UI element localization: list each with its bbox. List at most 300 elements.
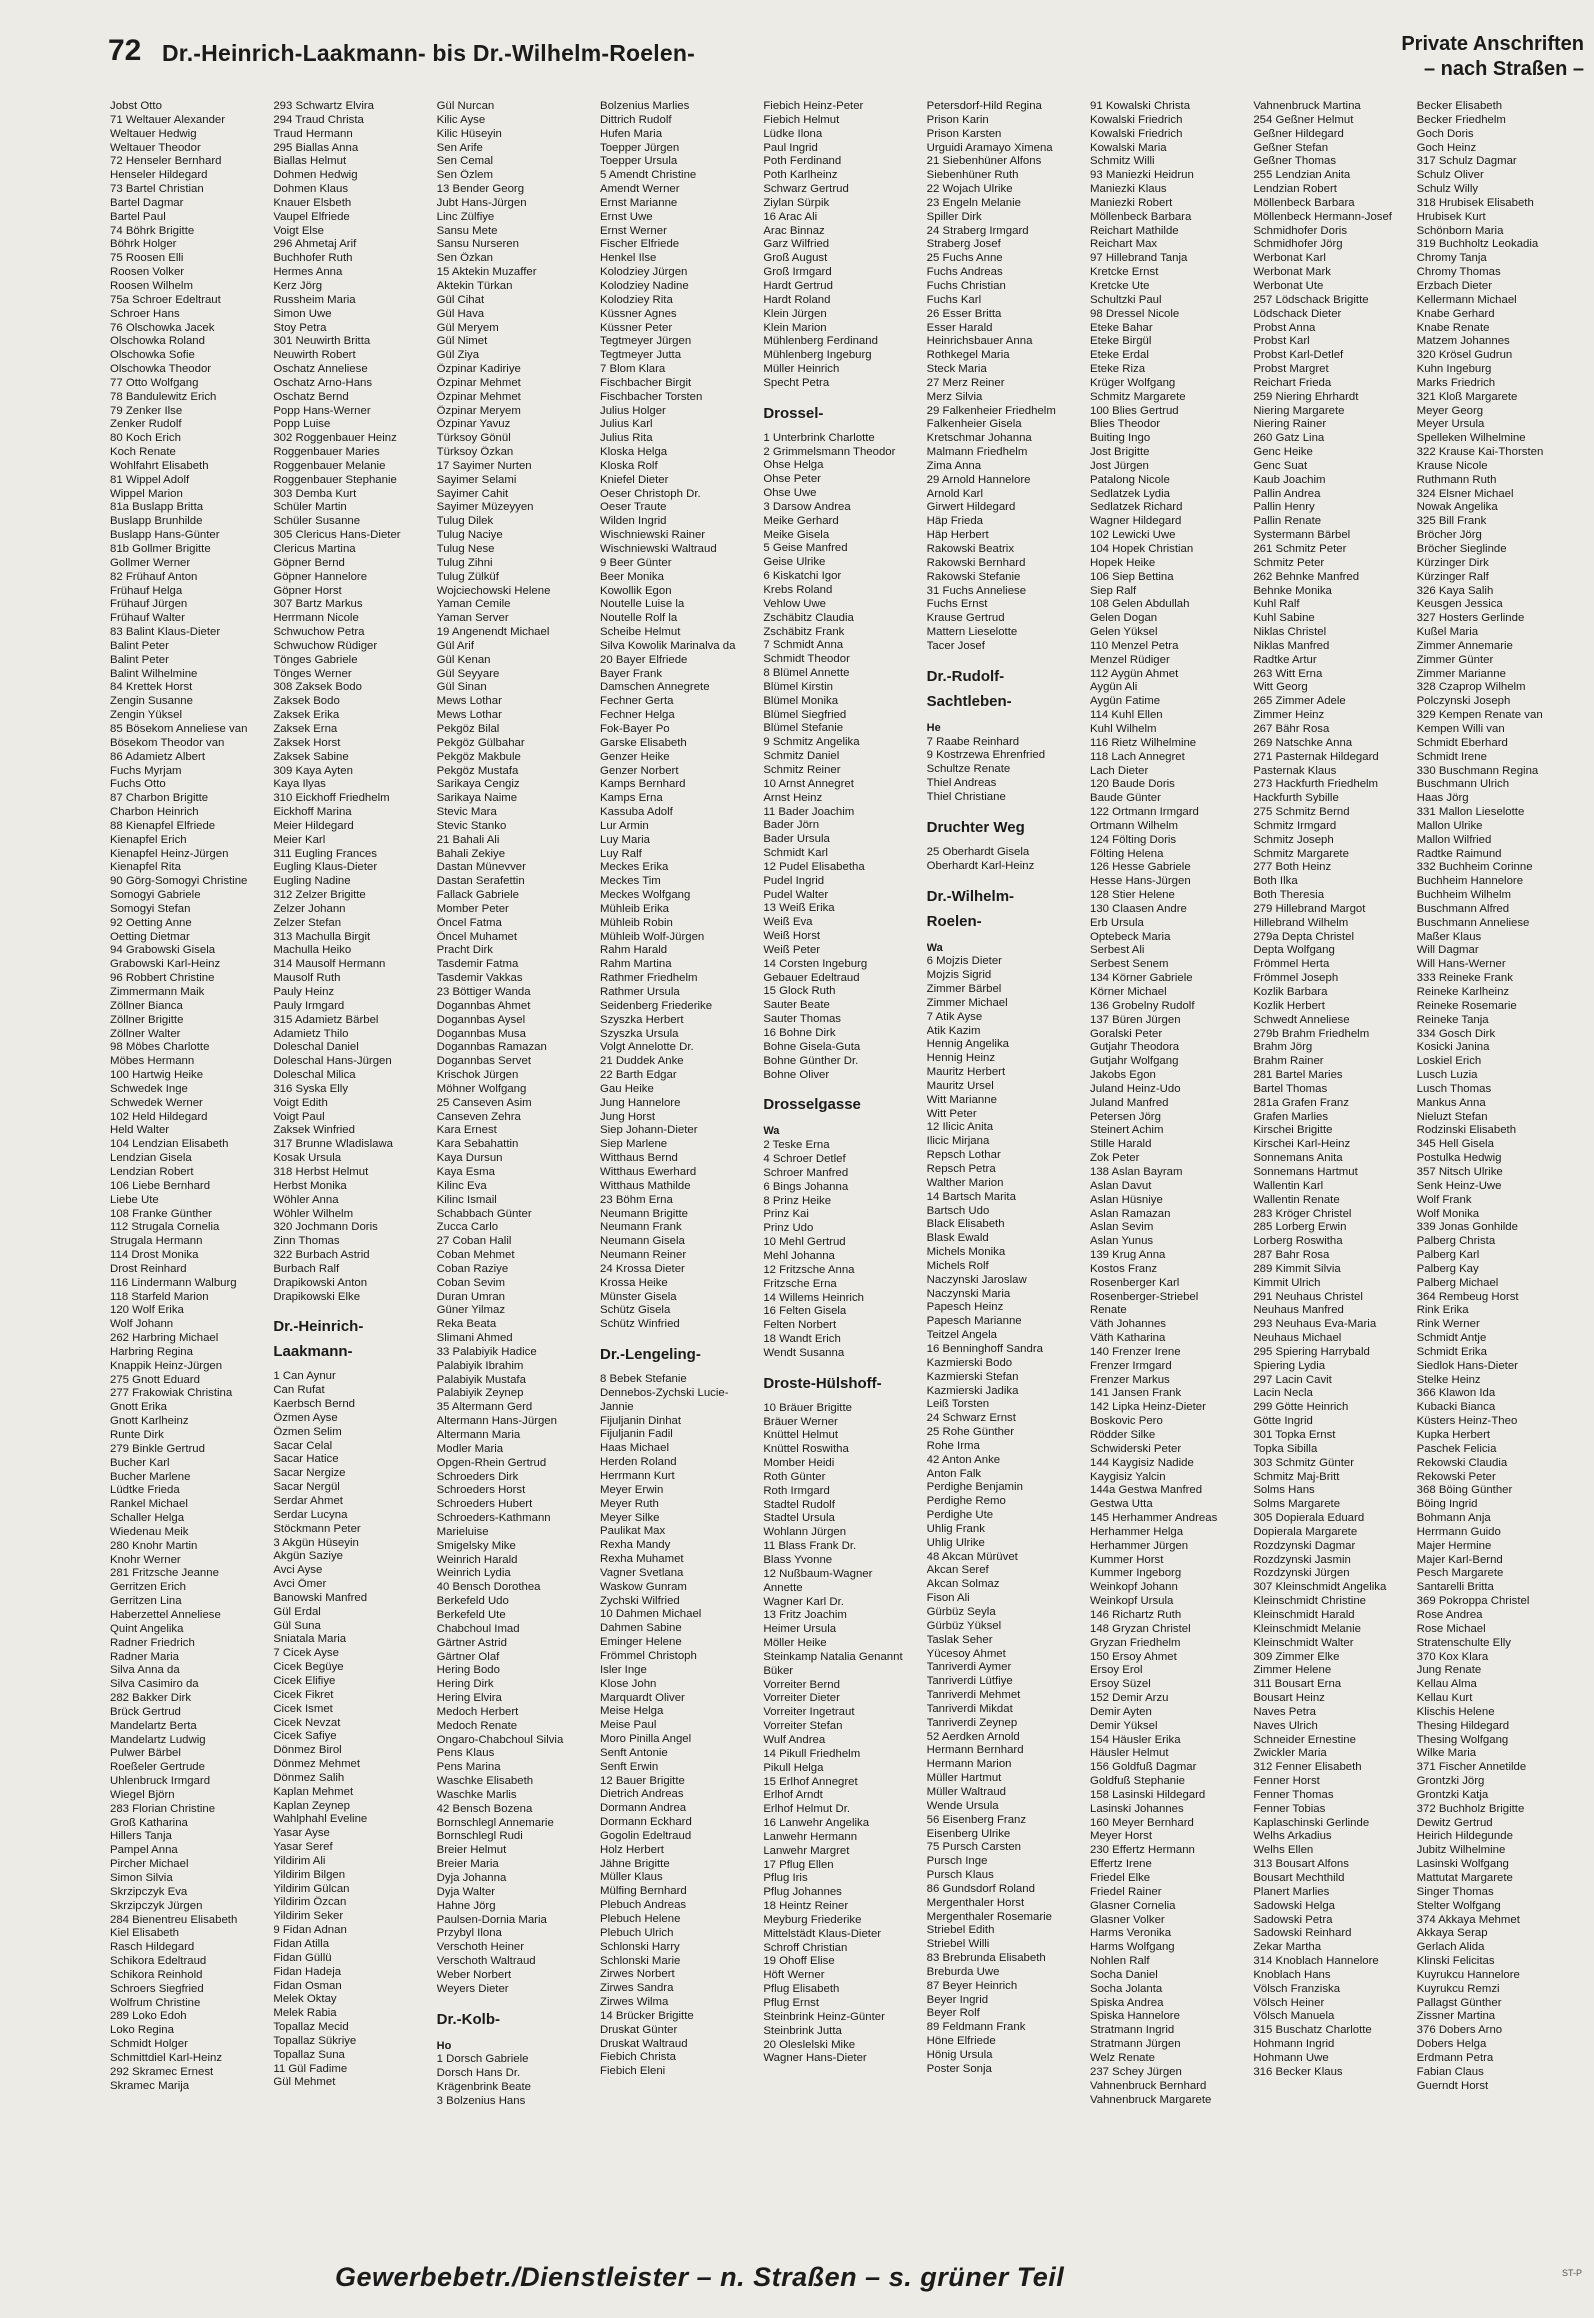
directory-entry: 82 Frühauf Anton: [110, 570, 198, 583]
directory-entry: 331 Mallon Lieselotte: [1416, 806, 1525, 819]
directory-entry: Schabbach Günter: [436, 1207, 532, 1220]
directory-entry: Möbes Hermann: [110, 1055, 195, 1068]
directory-entry: Probst Karl-Detlef: [1253, 349, 1344, 362]
directory-entry: Rose Michael: [1416, 1622, 1486, 1635]
street-heading: Laakmann-: [273, 1343, 353, 1361]
directory-entry: 316 Syska Elly: [273, 1082, 349, 1095]
directory-entry: 84 Krettek Horst: [110, 681, 193, 694]
directory-entry: Machulla Heiko: [273, 944, 352, 957]
directory-entry: Fiebich Christa: [600, 2051, 676, 2064]
directory-entry: Topallaz Suna: [273, 2048, 345, 2061]
directory-entry: 9 Beer Günter: [600, 556, 672, 569]
directory-entry: Tanriverdi Aymer: [926, 1661, 1012, 1674]
directory-entry: Marks Friedrich: [1416, 376, 1496, 389]
directory-entry: Oetting Dietmar: [110, 930, 190, 943]
directory-entry: Akgün Saziye: [273, 1550, 343, 1563]
directory-entry: Kußel Maria: [1416, 626, 1479, 639]
directory-entry: Doleschal Milica: [273, 1069, 356, 1082]
directory-entry: 56 Eisenberg Franz: [926, 1813, 1027, 1826]
directory-entry: 112 Aygün Ahmet: [1090, 667, 1179, 680]
directory-entry: 102 Held Hildegard: [110, 1110, 208, 1123]
directory-entry: Aktekin Türkan: [436, 279, 513, 292]
directory-entry: 11 Blass Frank Dr.: [763, 1540, 857, 1553]
directory-entry: 100 Blies Gertrud: [1090, 404, 1179, 417]
directory-entry: 314 Mausolf Hermann: [273, 958, 386, 971]
directory-entry: Radtke Artur: [1253, 653, 1317, 666]
directory-entry: 284 Bienentreu Elisabeth: [110, 1913, 238, 1926]
directory-entry: Dorsch Hans Dr.: [436, 2067, 521, 2080]
directory-entry: Palberg Michael: [1416, 1276, 1499, 1289]
directory-entry: Perdighe Benjamin: [926, 1481, 1023, 1494]
directory-entry: Werbonat Mark: [1253, 266, 1331, 279]
directory-entry: Breier Helmut: [436, 1844, 507, 1857]
directory-entry: 327 Hosters Gerlinde: [1416, 612, 1525, 625]
directory-entry: Mergenthaler Rosemarie: [926, 1910, 1053, 1923]
directory-entry: 287 Bahr Rosa: [1253, 1249, 1330, 1262]
directory-entry: Steinbrink Jutta: [763, 2024, 842, 2037]
directory-entry: Küsters Heinz-Theo: [1416, 1415, 1518, 1428]
directory-entry: Gau Heike: [600, 1082, 654, 1095]
directory-entry: Meckes Erika: [600, 861, 669, 874]
directory-entry: Schlonski Marie: [600, 1954, 681, 1967]
directory-entry: 330 Buschmann Regina: [1416, 764, 1539, 777]
street-heading: Dr.-Rudolf-: [926, 667, 1005, 685]
directory-entry: Paulikat Max: [600, 1525, 666, 1538]
directory-entry: Dogannbas Musa: [436, 1027, 526, 1040]
directory-entry: 23 Böttiger Wanda: [436, 986, 531, 998]
directory-entry: 369 Pokroppa Christel: [1416, 1595, 1530, 1608]
directory-entry: Neuhaus Michael: [1253, 1332, 1342, 1345]
directory-entry: 91 Kowalski Christa: [1090, 100, 1191, 112]
directory-entry: Lüdke Ilona: [763, 127, 823, 140]
directory-entry: Slimani Ahmed: [436, 1332, 513, 1345]
directory-entry: 25 Oberhardt Gisela: [926, 845, 1030, 858]
directory-entry: Tönges Werner: [273, 667, 352, 680]
directory-entry: Girwert Hildegard: [926, 501, 1016, 514]
directory-entry: Möhner Wolfgang: [436, 1082, 527, 1095]
directory-entry: 23 Böhm Erna: [600, 1193, 673, 1206]
directory-entry: Goch Doris: [1416, 127, 1474, 140]
directory-entry: Schütz Gisela: [600, 1304, 671, 1317]
directory-entry: Steinert Achim: [1090, 1124, 1164, 1137]
directory-entry: Topallaz Mecid: [273, 2021, 349, 2034]
directory-entry: Kozlik Barbara: [1253, 986, 1328, 998]
directory-entry: Kuhl Wilhelm: [1090, 722, 1157, 735]
directory-entry: 285 Lorberg Erwin: [1253, 1221, 1347, 1234]
directory-entry: Kamps Erna: [600, 792, 663, 805]
directory-entry: Rathmer Ursula: [600, 986, 680, 998]
directory-entry: 124 Fölting Doris: [1090, 833, 1177, 846]
directory-entry: Pauly Heinz: [273, 986, 335, 998]
directory-entry: 158 Lasinski Hildegard: [1090, 1788, 1206, 1801]
directory-entry: Meyer Silke: [600, 1511, 660, 1524]
directory-entry: Erlhof Arndt: [763, 1789, 823, 1802]
directory-entry: 23 Engeln Melanie: [926, 196, 1022, 209]
directory-entry: 282 Bakker Dirk: [110, 1692, 192, 1705]
directory-entry: Isler Inge: [600, 1663, 647, 1676]
directory-entry: Niering Margarete: [1253, 404, 1345, 417]
directory-entry: Kloska Helga: [600, 446, 668, 459]
directory-entry: Schüler Martin: [273, 501, 347, 514]
directory-entry: Wulf Andrea: [763, 1733, 826, 1746]
directory-entry: Kolodziey Nadine: [600, 279, 689, 292]
directory-entry: Kummer Horst: [1090, 1553, 1164, 1566]
directory-entry: Amendt Werner: [600, 183, 680, 196]
directory-entry: Hohmann Uwe: [1253, 2051, 1329, 2064]
directory-entry: Kretcke Ernst: [1090, 266, 1159, 279]
directory-entry: Vahnenbruck Martina: [1253, 100, 1361, 112]
directory-entry: 81a Buslapp Britta: [110, 501, 204, 514]
directory-entry: Melek Oktay: [273, 1993, 337, 2006]
directory-entry: Russheim Maria: [273, 293, 356, 306]
directory-entry: Mühleib Robin: [600, 916, 673, 929]
directory-entry: 262 Behnke Manfred: [1253, 570, 1360, 583]
directory-entry: Bohne Günther Dr.: [763, 1054, 859, 1067]
directory-entry: Völsch Franziska: [1253, 1982, 1341, 1995]
directory-entry: Genzer Norbert: [600, 764, 679, 777]
directory-entry: Bucher Karl: [110, 1456, 170, 1469]
directory-entry: Poth Karlheinz: [763, 169, 838, 182]
directory-entry: Momber Peter: [436, 902, 509, 915]
directory-entry: Schulz Oliver: [1416, 169, 1484, 182]
directory-entry: Frenzer Irmgard: [1090, 1359, 1172, 1372]
directory-entry: Pracht Dirk: [436, 944, 493, 957]
directory-entry: Wischniewski Waltraud: [600, 543, 717, 555]
directory-entry: Rexha Mandy: [600, 1539, 671, 1552]
directory-entry: Mankus Anna: [1416, 1096, 1486, 1109]
directory-entry: Yasar Seref: [273, 1841, 333, 1854]
directory-entry: Meyburg Friederike: [763, 1913, 862, 1926]
directory-entry: Kerz Jörg: [273, 279, 323, 292]
directory-entry: Popp Hans-Werner: [273, 404, 371, 417]
directory-entry: 16 Felten Gisela: [763, 1305, 847, 1318]
directory-entry: Dobers Helga: [1416, 2038, 1487, 2051]
directory-entry: Schroers Siegfried: [110, 1982, 204, 1995]
directory-entry: Majer Hermine: [1416, 1539, 1492, 1552]
directory-entry: Zirwes Norbert: [600, 1968, 675, 1981]
directory-entry: 16 Bohne Dirk: [763, 1027, 836, 1039]
directory-entry: Toepper Jürgen: [600, 141, 680, 154]
directory-entry: 3 Bolzenius Hans: [436, 2094, 526, 2107]
directory-entry: Vorreiter Bernd: [763, 1678, 840, 1691]
directory-entry: 1 Dorsch Gabriele: [436, 2053, 529, 2066]
directory-entry: Reineke Karlheinz: [1416, 986, 1510, 998]
directory-entry: Rahm Martina: [600, 958, 672, 971]
street-heading: Dr.-Lengeling-: [600, 1346, 701, 1364]
directory-entry: Siedlok Hans-Dieter: [1416, 1359, 1518, 1372]
directory-entry: 279b Brahm Friedhelm: [1253, 1027, 1370, 1040]
directory-entry: Kozlik Herbert: [1253, 999, 1325, 1012]
directory-entry: Kiel Elisabeth: [110, 1927, 180, 1940]
directory-entry: Gnott Erika: [110, 1401, 167, 1414]
directory-entry: Schmidt Irene: [1416, 750, 1487, 763]
directory-entry: 312 Fenner Elisabeth: [1253, 1761, 1362, 1774]
directory-entry: Oberhardt Karl-Heinz: [926, 859, 1035, 872]
directory-entry: 8 Bebek Stefanie: [600, 1373, 687, 1386]
directory-entry: Eteke Birgül: [1090, 335, 1152, 348]
directory-entry: Herhammer Jürgen: [1090, 1539, 1189, 1552]
directory-entry: Kellau Alma: [1416, 1678, 1477, 1691]
directory-entry: Wischniewski Rainer: [600, 529, 706, 542]
directory-entry: Nieluzt Stefan: [1416, 1110, 1488, 1123]
directory-entry: 48 Akcan Mürüvet: [926, 1550, 1018, 1563]
directory-entry: Palberg Kay: [1416, 1262, 1479, 1275]
directory-entry: Kaygisiz Yalcin: [1090, 1470, 1166, 1483]
directory-entry: Neuhaus Manfred: [1253, 1304, 1344, 1317]
directory-entry: Hermann Marion: [926, 1758, 1012, 1771]
directory-entry: Pekgöz Makbule: [436, 750, 521, 763]
directory-entry: Gerritzen Erich: [110, 1581, 186, 1594]
directory-entry: Klein Marion: [763, 321, 827, 334]
directory-entry: Somogyi Gabriele: [110, 889, 201, 902]
directory-entry: Pursch Klaus: [926, 1869, 994, 1882]
directory-entry: Kaerbsch Bernd: [273, 1398, 356, 1411]
directory-entry: 27 Coban Halil: [436, 1235, 512, 1248]
directory-entry: Sonnemans Hartmut: [1253, 1165, 1358, 1178]
directory-entry: Dopierala Margarete: [1253, 1525, 1358, 1538]
directory-entry: Dastan Münevver: [436, 861, 526, 874]
directory-entry: 92 Oetting Anne: [110, 916, 192, 929]
directory-entry: 12 Pudel Elisabetha: [763, 860, 865, 873]
directory-entry: Gül Meryem: [436, 321, 499, 334]
directory-entry: Frühauf Walter: [110, 612, 185, 625]
directory-entry: Wahlphahl Eveline: [273, 1813, 368, 1826]
directory-entry: Mews Lothar: [436, 709, 502, 722]
directory-entry: Frühauf Helga: [110, 584, 183, 597]
directory-entry: Nohlen Ralf: [1090, 1955, 1150, 1968]
directory-entry: 277 Frakowiak Christina: [110, 1387, 233, 1400]
footer-code: ST-P: [1562, 2268, 1583, 2278]
directory-entry: Fidan Güllü: [273, 1951, 332, 1964]
directory-entry: Krause Gertrud: [926, 612, 1005, 625]
directory-entry: Druskat Waltraud: [600, 2037, 688, 2050]
directory-entry: Schlonski Harry: [600, 1940, 680, 1953]
directory-entry: Kienapfel Rita: [110, 861, 181, 874]
directory-entry: Fenner Thomas: [1253, 1788, 1334, 1801]
directory-entry: Friedel Elke: [1090, 1872, 1151, 1884]
directory-entry: Aslan Yunus: [1090, 1235, 1154, 1248]
spacer: [927, 654, 1084, 660]
directory-entry: Canseven Zehra: [436, 1110, 521, 1123]
directory-entry: Lusch Thomas: [1416, 1082, 1492, 1095]
directory-entry: Böing Ingrid: [1416, 1498, 1478, 1511]
directory-entry: Stoy Petra: [273, 321, 327, 334]
directory-entry: Yildirim Özcan: [273, 1896, 347, 1909]
directory-entry: Plebuch Andreas: [600, 1899, 687, 1912]
directory-entry: Radner Friedrich: [110, 1636, 195, 1649]
directory-entry: 10 Dahmen Michael: [600, 1608, 702, 1621]
directory-entry: Lach Dieter: [1090, 764, 1149, 777]
directory-entry: 22 Wojach Ulrike: [926, 183, 1013, 196]
directory-entry: Mallon Ulrike: [1416, 819, 1483, 832]
directory-entry: 22 Barth Edgar: [600, 1069, 677, 1082]
directory-entry: 309 Zimmer Elke: [1253, 1650, 1340, 1663]
directory-entry: Tönges Gabriele: [273, 653, 358, 666]
directory-entry: Kilic Hüseyin: [436, 127, 502, 140]
directory-entry: 15 Glock Ruth: [763, 985, 836, 998]
directory-entry: Tanriverdi Lütfiye: [926, 1675, 1013, 1688]
directory-entry: Hahne Jörg: [436, 1899, 496, 1912]
directory-entry: Wöhler Anna: [273, 1193, 339, 1206]
directory-entry: Fison Ali: [926, 1592, 970, 1605]
directory-entry: Henkel Ilse: [600, 252, 657, 265]
directory-entry: 87 Beyer Heinrich: [926, 1979, 1018, 1992]
directory-entry: Cicek Fikret: [273, 1688, 334, 1701]
directory-entry: 21 Siebenhüner Alfons: [926, 155, 1042, 168]
directory-entry: Mandelartz Ludwig: [110, 1733, 206, 1746]
directory-entry: Hering Elvira: [436, 1692, 502, 1705]
directory-entry: 71 Weltauer Alexander: [110, 113, 226, 126]
directory-entry: Fischbacher Birgit: [600, 376, 692, 389]
directory-entry: Höft Werner: [763, 1969, 825, 1982]
directory-entry: Renate: [1090, 1304, 1127, 1317]
directory-entry: Schikora Reinhold: [110, 1968, 203, 1981]
directory-entry: Siebenhüner Ruth: [926, 169, 1019, 182]
spacer: [927, 874, 1084, 880]
directory-entry: 322 Krause Kai-Thorsten: [1416, 446, 1544, 459]
directory-entry: 137 Büren Jürgen: [1090, 1013, 1181, 1026]
directory-entry: Gerlach Alida: [1416, 1941, 1485, 1954]
directory-entry: Wohlann Jürgen: [763, 1526, 847, 1539]
directory-entry: 100 Hartwig Heike: [110, 1069, 204, 1082]
directory-entry: Dennebos-Zychski Lucie-: [600, 1386, 729, 1399]
directory-entry: 75 Roosen Elli: [110, 252, 184, 265]
directory-entry: Kilinc Eva: [436, 1179, 487, 1192]
directory-entry: Sayimer Selami: [436, 473, 517, 486]
directory-entry: Santarelli Britta: [1416, 1581, 1494, 1594]
directory-entry: Berkefeld Udo: [436, 1595, 509, 1608]
directory-entry: Zimmer Günter: [1416, 653, 1494, 666]
directory-entry: Schwiderski Peter: [1090, 1442, 1182, 1455]
directory-entry: Adamietz Thilo: [273, 1027, 349, 1040]
directory-entry: Opgen-Rhein Gertrud: [436, 1456, 547, 1469]
directory-entry: 13 Fritz Joachim: [763, 1609, 847, 1622]
directory-entry: Fuchs Andreas: [926, 266, 1003, 279]
directory-entry: Sniatala Maria: [273, 1633, 347, 1646]
directory-entry: 130 Claasen Andre: [1090, 902, 1187, 915]
directory-entry: Fechner Helga: [600, 709, 675, 722]
directory-entry: Gül Kenan: [436, 653, 491, 666]
directory-entry: 15 Aktekin Muzaffer: [436, 266, 537, 279]
directory-entry: Probst Anna: [1253, 321, 1316, 334]
directory-entry: Kellau Kurt: [1416, 1692, 1473, 1705]
directory-entry: Harms Veronika: [1090, 1927, 1172, 1940]
directory-entry: Prison Karin: [926, 113, 989, 126]
directory-entry: 12 Bauer Brigitte: [600, 1774, 685, 1787]
directory-entry: Schroer Hans: [110, 307, 180, 320]
directory-entry: Gogolin Edeltraud: [600, 1829, 692, 1842]
directory-entry: Gül Nurcan: [436, 100, 495, 112]
directory-entry: Yücesoy Ahmet: [926, 1647, 1006, 1660]
directory-entry: Knabe Gerhard: [1416, 307, 1495, 320]
directory-entry: Gnott Karlheinz: [110, 1415, 189, 1428]
directory-entry: 106 Siep Bettina: [1090, 570, 1174, 583]
directory-entry: Michels Rolf: [926, 1259, 989, 1272]
directory-entry: 12 Nußbaum-Wagner: [763, 1567, 873, 1580]
directory-entry: Sen Arife: [436, 141, 483, 154]
directory-entry: Bader Ursula: [763, 833, 830, 846]
directory-entry: 305 Clericus Hans-Dieter: [273, 529, 401, 542]
directory-entry: 17 Sayimer Nurten: [436, 459, 532, 472]
directory-entry: Senft Erwin: [600, 1760, 659, 1773]
directory-entry: Fabian Claus: [1416, 2065, 1484, 2078]
directory-entry: Wolfrum Christine: [110, 1996, 201, 2009]
directory-entry: 299 Götte Heinrich: [1253, 1401, 1349, 1414]
directory-entry: 17 Pflug Ellen: [763, 1858, 834, 1871]
directory-entry: Klein Jürgen: [763, 307, 827, 320]
directory-entry: Zaksek Horst: [273, 736, 341, 749]
directory-entry: Hering Bodo: [436, 1664, 500, 1677]
directory-entry: Liebe Ute: [110, 1193, 159, 1206]
directory-entry: Kosicki Janina: [1416, 1041, 1490, 1054]
directory-entry: Witt Peter: [926, 1107, 977, 1120]
directory-entry: Kilic Ayse: [436, 113, 486, 126]
directory-entry: Roggenbauer Stephanie: [273, 473, 397, 486]
directory-entry: 7 Atik Ayse: [926, 1010, 983, 1023]
directory-entry: 5 Geise Manfred: [763, 542, 848, 555]
directory-entry: 146 Richartz Ruth: [1090, 1608, 1182, 1621]
directory-entry: Gärtner Astrid: [436, 1636, 507, 1649]
directory-entry: 25 Fuchs Anne: [926, 252, 1003, 265]
directory-entry: Pekgöz Gülbahar: [436, 736, 525, 749]
directory-entry: Vorreiter Dieter: [763, 1692, 840, 1705]
directory-entry: Schmitz Margarete: [1253, 847, 1349, 860]
directory-entry: Fidan Osman: [273, 1979, 342, 1992]
directory-entry: 116 Rietz Wilhelmine: [1090, 736, 1197, 749]
directory-entry: Eickhoff Marina: [273, 806, 352, 819]
directory-entry: 303 Demba Kurt: [273, 487, 357, 500]
directory-entry: Schmittdiel Karl-Heinz: [110, 2051, 223, 2064]
spacer: [927, 934, 1084, 940]
directory-entry: Schroeders Hubert: [436, 1498, 533, 1511]
directory-entry: 9 Kostrzewa Ehrenfried: [926, 749, 1046, 762]
directory-entry: Prinz Udo: [763, 1222, 814, 1235]
column-5: [763, 100, 920, 2228]
directory-entry: Tanriverdi Mehmet: [926, 1689, 1021, 1702]
directory-entry: Dormann Eckhard: [600, 1816, 692, 1829]
directory-entry: Cicek Safiye: [273, 1730, 337, 1743]
directory-entry: Dogannbas Ramazan: [436, 1041, 547, 1054]
directory-entry: Krägenbrink Beate: [436, 2081, 532, 2094]
directory-entry: Rekowski Peter: [1416, 1470, 1496, 1483]
directory-entry: Göpner Hannelore: [273, 570, 368, 583]
directory-entry: 16 Benninghoff Sandra: [926, 1342, 1043, 1355]
directory-entry: Krause Nicole: [1416, 459, 1488, 472]
directory-entry: Dastan Serafettin: [436, 875, 525, 888]
directory-entry: Aygün Fatime: [1090, 695, 1161, 708]
directory-entry: Dietrich Andreas: [600, 1788, 684, 1801]
directory-entry: Kaplan Zeynep: [273, 1799, 350, 1812]
district-code: Wa: [763, 1125, 780, 1138]
directory-entry: Akkaya Serap: [1416, 1927, 1488, 1940]
directory-entry: Heimer Ursula: [763, 1623, 837, 1636]
directory-entry: Knappik Heinz-Jürgen: [110, 1359, 223, 1372]
directory-entry: Olschowka Sofie: [110, 349, 195, 362]
directory-entry: Fiebich Eleni: [600, 2065, 666, 2078]
directory-entry: Buslapp Brunhilde: [110, 515, 203, 528]
directory-entry: Stelter Wolfgang: [1416, 1899, 1501, 1912]
directory-entry: 128 Stier Helene: [1090, 889, 1175, 902]
directory-entry: Kienapfel Heinz-Jürgen: [110, 847, 229, 860]
directory-entry: 301 Neuwirth Britta: [273, 335, 371, 348]
directory-entry: Becker Elisabeth: [1416, 100, 1503, 112]
directory-entry: Nowak Angelika: [1416, 501, 1498, 514]
directory-entry: Silva Kowolik Marinalva da: [600, 639, 736, 652]
directory-entry: Drost Reinhard: [110, 1262, 187, 1275]
directory-entry: Jost Jürgen: [1090, 459, 1149, 472]
directory-entry: Höne Elfriede: [926, 2035, 996, 2048]
directory-entry: Senk Heinz-Uwe: [1416, 1179, 1502, 1192]
